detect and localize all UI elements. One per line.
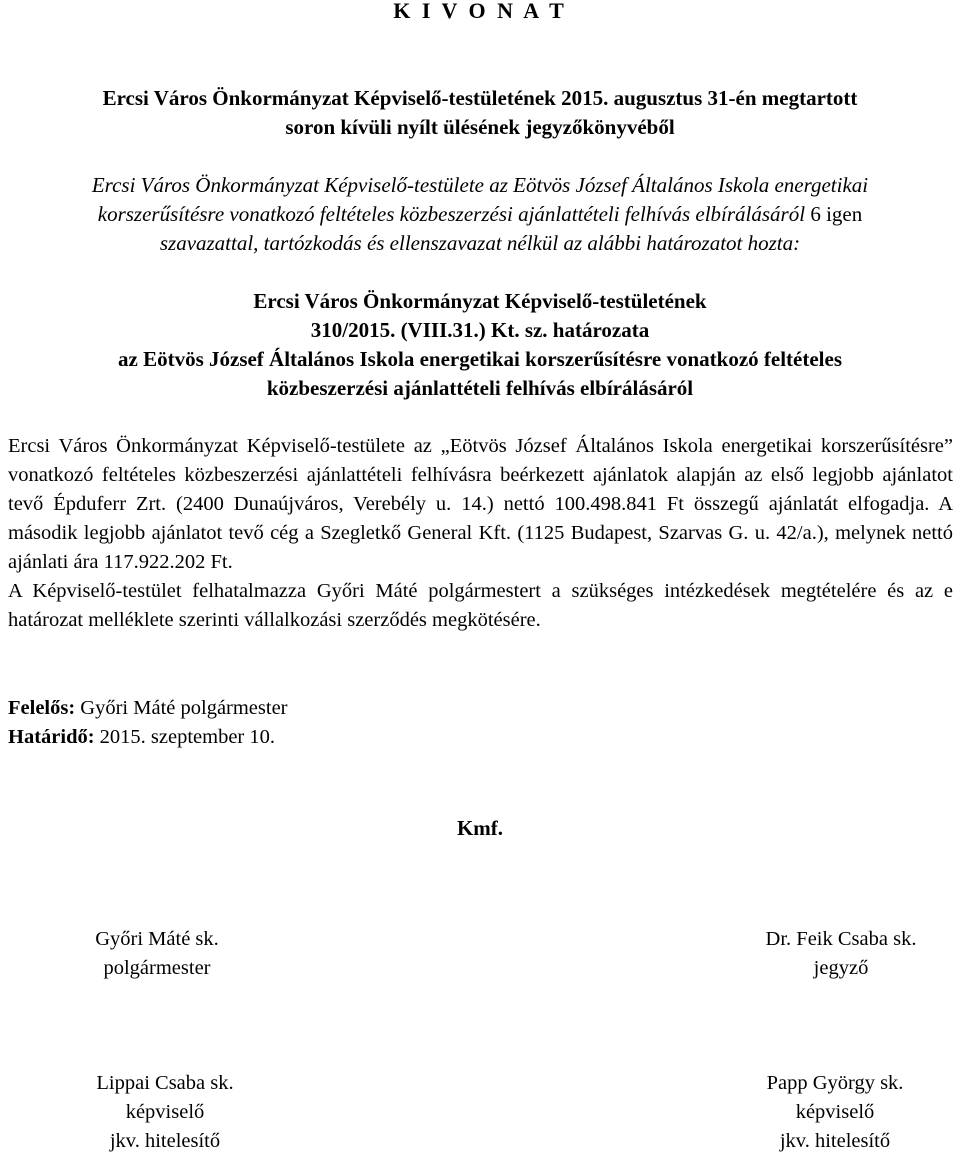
responsible-label: Felelős: (8, 697, 76, 719)
minutes-heading-line-1: Ercsi Város Önkormányzat Képviselő-testületének 2015. augusztus 31-én megtartott (102, 86, 858, 110)
intro-statement (6, 171, 954, 258)
signature-name: Győri Máté sk. (95, 928, 219, 950)
responsible-row (8, 694, 708, 723)
intro-line-3: szavazattal, tartózkodás és ellenszavazat nélkül az alábbi határozatot hozta: (159, 231, 801, 255)
signature-role: jegyző (813, 957, 869, 979)
decision-subject-line-1: az Eötvös József Általános Iskola energetikai korszerűsítésre vonatkozó feltételes (118, 347, 842, 371)
decision-paragraph-1: Ercsi Város Önkormányzat Képviselő-testülete az „Eötvös József Általános Iskola energetikai korszerűsítésre” vonatkozó feltételes közbeszerzési ajánlattételi felhívásra beérkezett ajánlatok alapján az első legjobb ajánlatot tevő Épduferr Zrt. (2400 Dunaújváros, Verebély u. 14.) nettó 100.498.841 Ft összegű ajánlatát elfogadja. A második legjobb ajánlatot tevő cég a Szegletkő General Kft. (1125 Budapest, Szarvas G. u. 42/a.), melynek nettó ajánlati ára 117.922.202 Ft. (8, 435, 953, 573)
deadline-value: 2015. szeptember 10. (94, 726, 276, 748)
signature-role: polgármester (103, 957, 211, 979)
signature-authenticator-right (705, 1069, 960, 1156)
intro-line-2 (6, 200, 954, 229)
minutes-heading-line-2: soron kívüli nyílt ülésének jegyzőkönyvéből (285, 115, 675, 139)
decision-paragraph-2: A Képviselő-testület felhatalmazza Győri Máté polgármestert a szükséges intézkedések megtételére és az e határozat melléklete szerinti vállalkozási szerződés megkötésére. (8, 580, 953, 631)
decision-subject-line-2: közbeszerzési ajánlattételi felhívás elbírálásáról (266, 376, 694, 400)
decision-title-line-1: Ercsi Város Önkormányzat Képviselő-testületének (253, 289, 707, 313)
decision-number: 310/2015. (VIII.31.) Kt. sz. határozata (310, 318, 650, 342)
intro-line-2-italic: korszerűsítésre vonatkozó feltételes közbeszerzési ajánlattételi felhívás elbírálásáról (97, 202, 806, 226)
signature-extra: jkv. hitelesítő (109, 1130, 221, 1152)
signature-name: Papp György sk. (766, 1072, 904, 1094)
document-title: K I V O N A T (393, 0, 567, 23)
signature-notary (711, 925, 960, 983)
signature-name: Dr. Feik Csaba sk. (765, 928, 917, 950)
kmf-mark: Kmf. (456, 816, 504, 840)
intro-vote-count: 6 igen (805, 202, 863, 226)
intro-line-1: Ercsi Város Önkormányzat Képviselő-testülete az Eötvös József Általános Iskola energetikai (91, 173, 869, 197)
signature-mayor (27, 925, 287, 983)
signature-authenticator-left (35, 1069, 295, 1156)
deadline-label: Határidő: (8, 726, 95, 748)
signature-extra: jkv. hitelesítő (779, 1130, 891, 1152)
signature-role: képviselő (125, 1101, 205, 1123)
minutes-heading (0, 84, 960, 142)
responsibility-block (8, 694, 708, 752)
signature-name: Lippai Csaba sk. (96, 1072, 234, 1094)
decision-body (8, 432, 953, 635)
deadline-row (8, 723, 708, 752)
signature-role: képviselő (795, 1101, 875, 1123)
decision-title (0, 287, 960, 403)
responsible-value: Győri Máté polgármester (75, 697, 288, 719)
